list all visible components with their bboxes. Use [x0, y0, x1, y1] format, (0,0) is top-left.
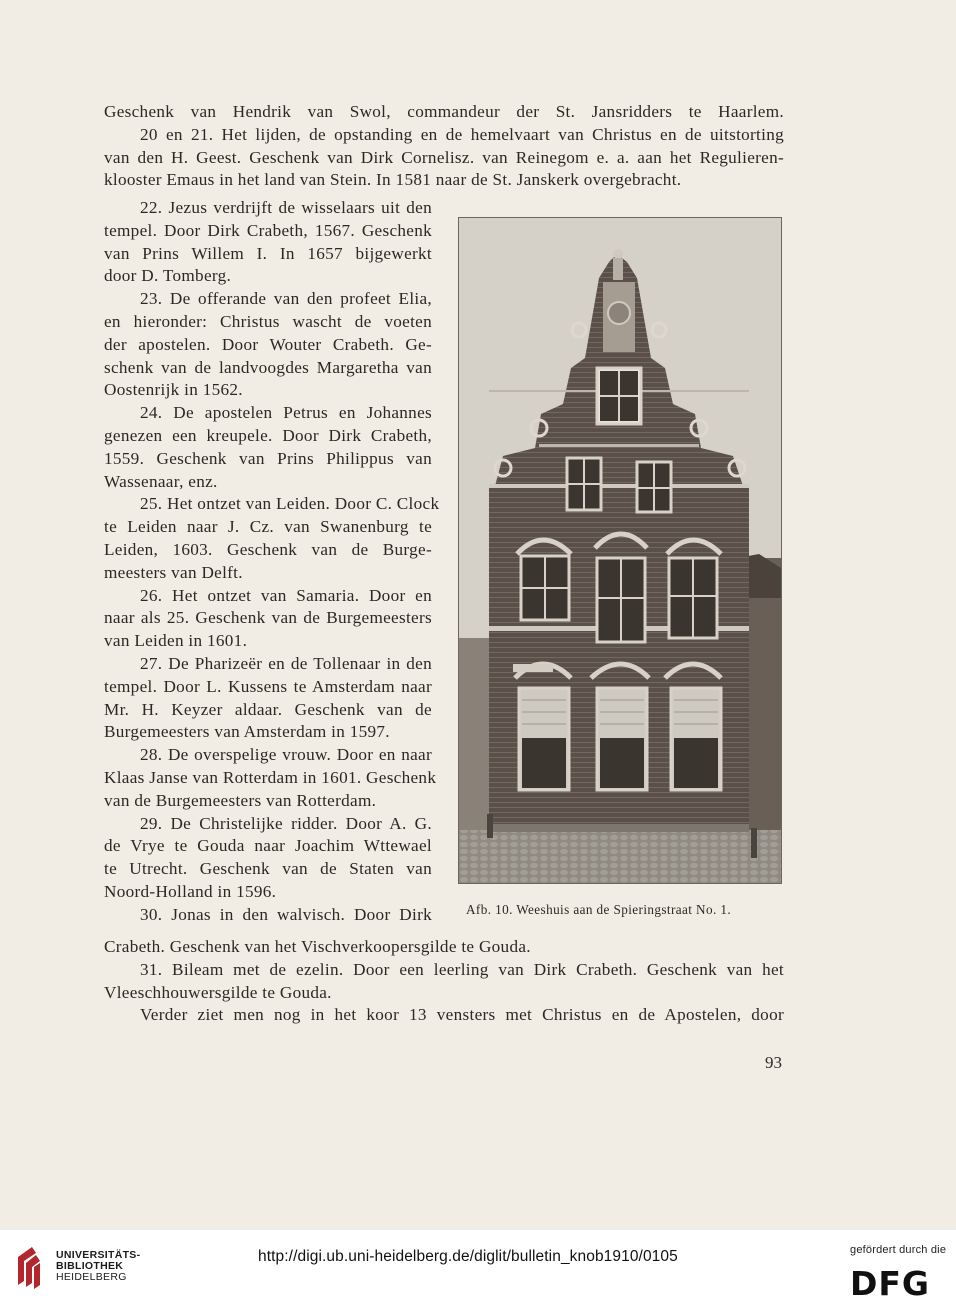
library-name [56, 1250, 140, 1283]
text-line: van de Burgemeesters van Rotterdam. [104, 790, 377, 810]
text-line: door D. Tomberg. [104, 266, 232, 286]
text-line: Mr. H. Keyzer aldaar. Geschenk van de [104, 699, 432, 719]
text-line: 25. Het ontzet van Leiden. Door C. Clock [140, 494, 440, 514]
text-line: van den H. Geest. Geschenk van Dirk Cornelisz. van Reinegom e. a. aan het Regulieren- [104, 147, 784, 167]
library-logo-icon [10, 1245, 50, 1289]
text-line: klooster Emaus in het land van Stein. In 1581 naar de St. Janskerk overgebracht. [104, 170, 682, 190]
text-line: 1559. Geschenk van Prins Philippus van [104, 448, 432, 468]
text-line: Vleeschhouwersgilde te Gouda. [104, 982, 332, 1002]
funding-note: gefördert durch die [850, 1244, 947, 1256]
library-name-line2: BIBLIOTHEK [56, 1260, 124, 1272]
text-line: naar als 25. Geschenk van de Burgemeesters [104, 608, 432, 628]
viewer-footer [0, 1230, 956, 1304]
text-line: 23. De offerande van den profeet Elia, [140, 289, 432, 309]
library-name-line1: UNIVERSITÄTS- [56, 1249, 141, 1261]
text-line: Verder ziet men nog in het koor 13 vensters met Christus en de Apostelen, door [140, 1005, 784, 1025]
text-line: schenk van de landvoogdes Margaretha van [104, 357, 432, 377]
text-line: Burgemeesters van Amsterdam in 1597. [104, 722, 390, 742]
page-number: 93 [765, 1053, 782, 1072]
text-line: 28. De overspelige vrouw. Door en naar [140, 745, 432, 765]
text-column [104, 197, 440, 927]
text-line: 27. De Pharizeër en de Tollenaar in den [140, 653, 432, 673]
text-line: 24. De apostelen Petrus en Johannes [140, 403, 432, 423]
text-line: 31. Bileam met de ezelin. Door een leerling van Dirk Crabeth. Geschenk van het [140, 959, 784, 979]
text-line: te Utrecht. Geschenk van de Staten van [104, 859, 432, 879]
text-line: 30. Jonas in den walvisch. Door Dirk [140, 904, 432, 924]
text-line: 22. Jezus verdrijft de wisselaars uit den [140, 198, 432, 217]
library-name-line3: HEIDELBERG [56, 1271, 127, 1283]
text-line: tempel. Door Dirk Crabeth, 1567. Geschenk [104, 220, 432, 240]
text-line: Geschenk van Hendrik van Swol, commandeur der St. Jansridders te Haarlem. [104, 102, 784, 121]
text-line: Crabeth. Geschenk van het Vischverkoopersgilde te Gouda. [104, 937, 531, 956]
text-line: 26. Het ontzet van Samaria. Door en [140, 585, 432, 605]
text-line: Oostenrijk in 1562. [104, 380, 243, 400]
text-line: meesters van Delft. [104, 562, 243, 582]
building-photo [458, 217, 782, 884]
text-line: de Vrye te Gouda naar Joachim Wttewael [104, 836, 432, 856]
text-line: Noord-Holland in 1596. [104, 881, 277, 901]
text-line: tempel. Door L. Kussens te Amsterdam naar [104, 676, 432, 696]
text-line: der apostelen. Door Wouter Crabeth. Ge- [104, 334, 432, 354]
permalink-url[interactable]: http://digi.ub.uni-heidelberg.de/diglit/bulletin_knob1910/0105 [258, 1248, 678, 1265]
dfg-logo: DFG [850, 1264, 931, 1303]
text-line: Klaas Janse van Rotterdam in 1601. Geschenk [104, 767, 437, 787]
text-line: van Leiden in 1601. [104, 631, 248, 651]
text-line: Wassenaar, enz. [104, 471, 218, 491]
text-line: te Leiden naar J. Cz. van Swanenburg te [104, 517, 432, 537]
figure-caption: Afb. 10. Weeshuis aan de Spieringstraat No. 1. [466, 902, 732, 917]
text-line: Leiden, 1603. Geschenk van de Burge- [104, 539, 432, 559]
text-line: genezen een kreupele. Door Dirk Crabeth, [104, 425, 432, 445]
text-line: en hieronder: Christus wascht de voeten [104, 311, 432, 331]
text-line: 20 en 21. Het lijden, de opstanding en de hemelvaart van Christus en de uitstorting [140, 124, 784, 144]
text-line: van Prins Willem I. In 1657 bijgewerkt [104, 243, 432, 263]
text-line: 29. De Christelijke ridder. Door A. G. [140, 813, 432, 833]
